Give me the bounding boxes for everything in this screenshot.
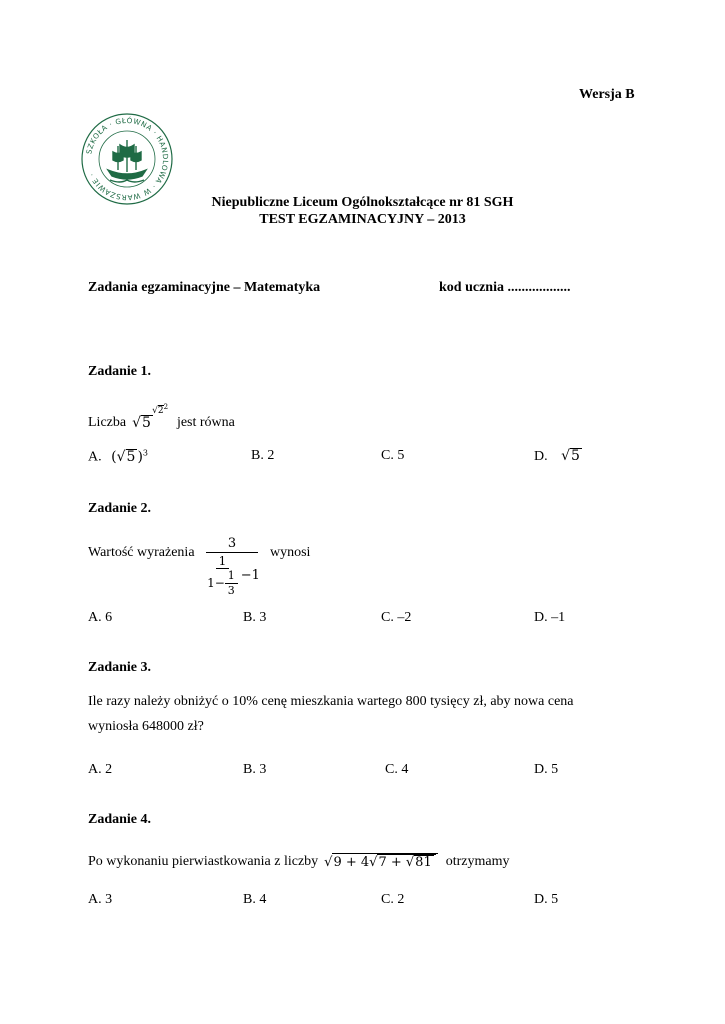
svg-text:SZKOŁA · GŁÓWNA · HANDLOWA · W: SZKOŁA · GŁÓWNA · HANDLOWA · W WARSZAWIE · [84, 115, 171, 203]
task-4-suffix: otrzymamy [445, 854, 510, 870]
task-2-answer-a[interactable]: A. 6 [88, 610, 113, 625]
task-3-answer-a[interactable]: A. 2 [88, 762, 113, 777]
task-2-title: Zadanie 2. [88, 501, 152, 516]
task-2-expression: 3 1 1− $\frac{1}{3}$ −1 [207, 536, 260, 597]
task-1-answer-d[interactable]: D. √5 [534, 448, 580, 464]
task-1-expression: √5 $√2^2$ [132, 402, 169, 431]
task-1-question [88, 403, 235, 431]
task-4-answer-c[interactable]: C. 2 [381, 892, 405, 907]
task-4-prefix: Po wykonaniu pierwiastkowania z liczby [88, 854, 319, 870]
task-4-expression: √9 + 4√7 + √81 [324, 853, 438, 870]
task-3-answer-b[interactable]: B. 3 [243, 762, 267, 777]
task-1-prefix: Liczba [88, 415, 127, 430]
test-title: TEST EGZAMINACYJNY – 2013 [259, 212, 466, 227]
task-1-answer-b[interactable]: B. 2 [251, 448, 275, 463]
task-3-answer-d[interactable]: D. 5 [534, 762, 559, 777]
task-4-question [88, 853, 509, 870]
task-2-answer-b[interactable]: B. 3 [243, 610, 267, 625]
task-1-suffix: jest równa [176, 415, 235, 430]
task-4-answer-a[interactable]: A. 3 [88, 892, 113, 907]
task-4-title: Zadanie 4. [88, 812, 152, 827]
task-3-line-2: wyniosła 648000 zł? [88, 719, 204, 734]
task-2-answer-c[interactable]: C. –2 [381, 610, 412, 625]
subject-heading: Zadania egzaminacyjne – Matematyka [88, 280, 321, 295]
version-label: Wersja B [579, 87, 635, 102]
student-code-field[interactable]: kod ucznia .................. [439, 280, 571, 295]
school-name: Niepubliczne Liceum Ogólnokształcące nr 81 SGH [211, 195, 514, 210]
task-3-line-1: Ile razy należy obniżyć o 10% cenę mieszkania wartego 800 tysięcy zł, aby nowa cena [88, 694, 574, 709]
task-1-answer-c[interactable]: C. 5 [381, 448, 405, 463]
task-2-prefix: Wartość wyrażenia [88, 545, 195, 560]
task-1-title: Zadanie 1. [88, 364, 152, 379]
school-seal-logo [80, 112, 174, 206]
task-2-answer-d[interactable]: D. –1 [534, 610, 566, 625]
task-4-answer-d[interactable]: D. 5 [534, 892, 559, 907]
task-4-answer-b[interactable]: B. 4 [243, 892, 267, 907]
task-1-answer-a[interactable]: A. (√5 )$^3$ [88, 448, 148, 465]
task-3-title: Zadanie 3. [88, 660, 152, 675]
task-3-answer-c[interactable]: C. 4 [385, 762, 409, 777]
task-2-suffix: wynosi [270, 545, 311, 560]
